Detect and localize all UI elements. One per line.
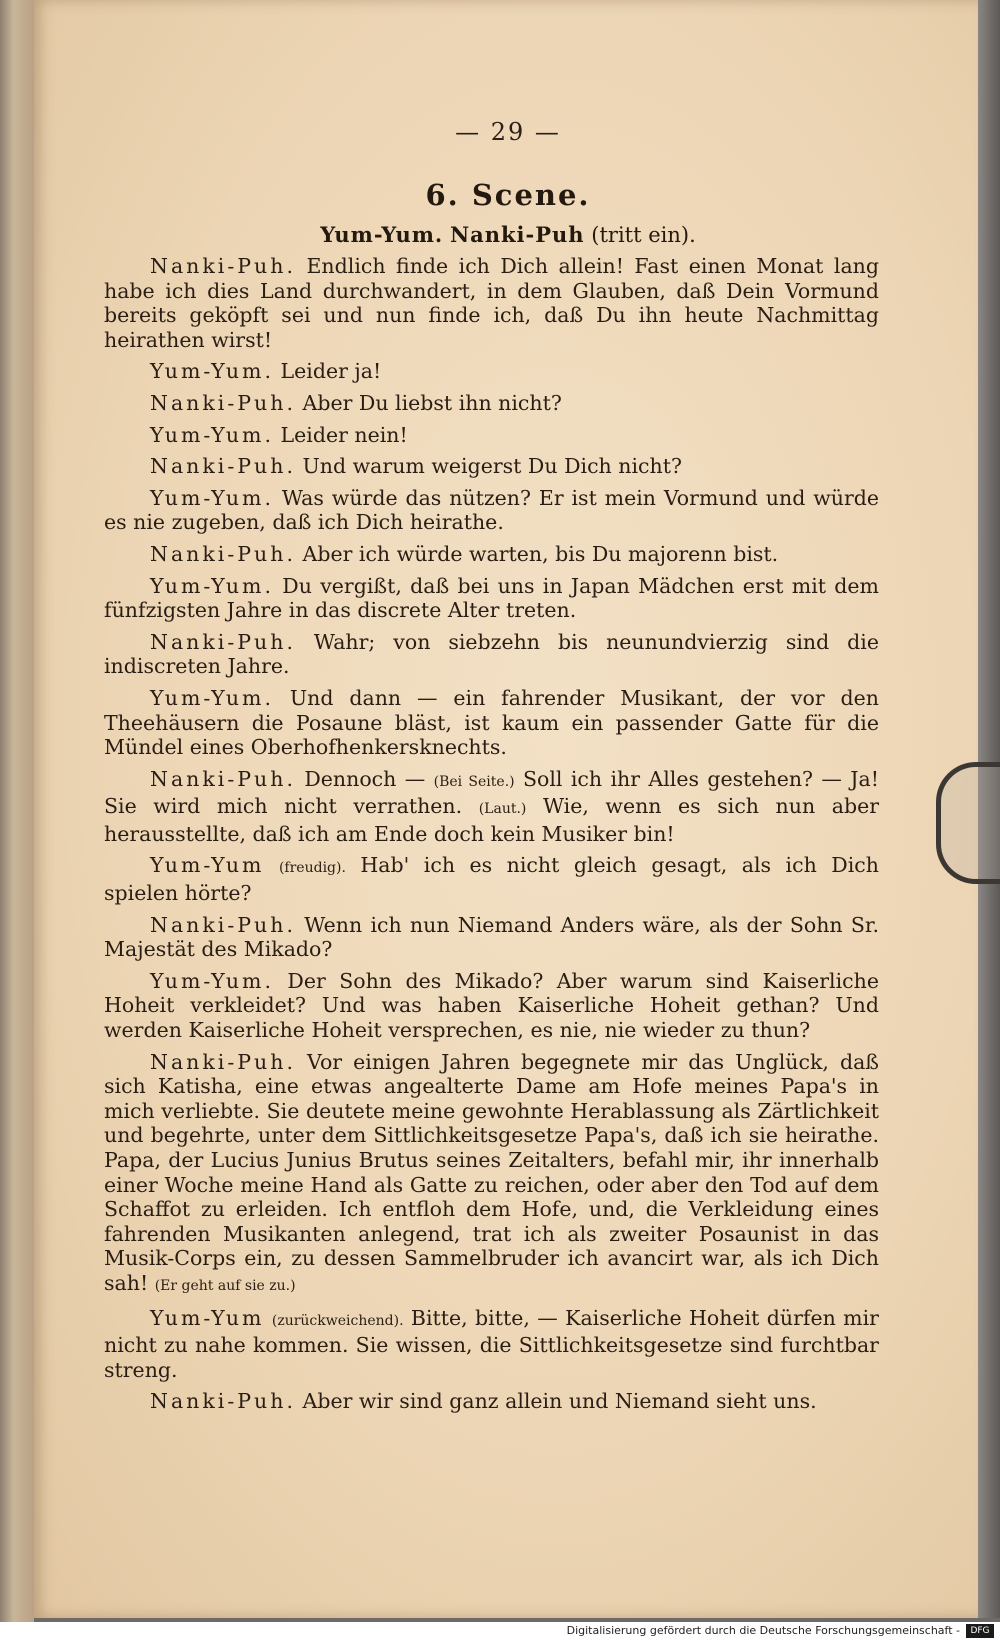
speech: Bitte, bitte, — Kaiserliche Hoheit dürfen mir nicht zu nahe kommen. Sie wissen, die Sittlichkeitsgesetze sind furchtbar streng. [104,1305,879,1382]
book-page [34,0,982,1618]
dialogue-paragraph [104,391,879,416]
dialogue-paragraph [104,1050,879,1299]
dialogue-paragraph [104,767,879,847]
speaker: Yum-Yum [150,853,265,878]
speaker: Nanki-Puh. [150,766,296,791]
speaker: Nanki-Puh. [150,454,296,479]
speaker: Nanki-Puh. [150,390,296,415]
speech: Was würde das nützen? Er ist mein Vormund und würde es nie zugeben, daß ich Dich heirathe. [104,485,879,535]
scene-persons [34,222,982,247]
speech: Endlich finde ich Dich allein! Fast einen Monat lang habe ich dies Land durchwandert, in dem Glauben, daß Dein Vormund bereits geköpft sei und nun finde ich, daß Du ihn heute Nachmittag heirathen wirst! [104,254,879,352]
dialogue-paragraph [104,574,879,623]
speech: Und dann — ein fahrender Musikant, der vor den Theehäusern die Posaune bläst, ist kaum ein passender Gatte für die Mündel eines Oberhofhenkersknechts. [104,685,879,760]
speech: Der Sohn des Mikado? Aber warum sind Kaiserliche Hoheit verkleidet? Und was haben Kaiserliche Hoheit gethan? Und werden Kaiserliche Hoheit versprechen, es nie, nie wieder zu thun? [104,968,879,1043]
page-number: — 29 — [455,118,561,146]
dialogue-paragraph [104,359,879,384]
dfg-logo: DFG [966,1624,994,1638]
dialogue-paragraph [104,630,879,679]
dialogue-paragraph [104,486,879,535]
speech: Leider ja! [280,359,382,384]
dialogue-paragraph [104,913,879,962]
speaker: Nanki-Puh. [150,629,296,654]
speaker: Yum-Yum. [150,968,274,993]
dialogue-paragraph [104,853,879,905]
person-yum-yum: Yum-Yum. [320,222,444,247]
speech: Vor einigen Jahren begegnete mir das Unglück, daß sich Katisha, eine etwas angealterte Dame am Hofe meines Papa's in mich verliebte. Sie deutete meine gewohnte Herablassung als Zärtlichkeit und begehrte, unter dem Sittlichkeitsgesetze Papa's, daß ich sie heirathe. Papa, der Lucius Junius Brutus seines Zeitalters, befahl mir, ihr innerhalb einer Woche meine Hand als Gatte zu reichen, oder aber den Tod auf dem Schaffot zu erleiden. Ich entfloh dem Hofe, und, die Verkleidung eines fahrenden Musikanten anlegend, trat ich als zweiter Posaunist in das Musik-Corps ein, zu dessen Sammelbruder ich avancirt war, als ich Dich sah! [104,1049,879,1295]
speaker: Yum-Yum. [150,573,274,598]
speech: Aber ich würde warten, bis Du majorenn bist. [302,541,779,566]
speech: Hab' ich es nicht gleich gesagt, als ich Dich spielen hörte? [104,853,879,906]
dialogue-paragraph [104,1389,879,1414]
speaker: Nanki-Puh. [150,541,296,566]
dialogue-paragraph [104,686,879,760]
stage-direction: (tritt ein). [591,223,696,247]
speech: Aber wir sind ganz allein und Niemand sieht uns. [302,1389,817,1414]
stage-direction: (freudig). [278,860,346,877]
speech: Wenn ich nun Niemand Anders wäre, als der Sohn Sr. Majestät des Mikado? [104,912,879,962]
speaker: Yum-Yum [150,1305,265,1330]
stage-direction: (Er geht auf sie zu.) [154,1277,296,1294]
stage-direction: (Bei Seite.) [433,773,515,790]
digitization-footer [0,1622,1000,1640]
person-nanki-puh: Nanki-Puh [449,222,585,247]
speaker: Nanki-Puh. [150,1389,296,1414]
speech: Soll ich ihr Alles gestehen? — Ja! Sie wird mich nicht verrathen. [104,766,879,819]
footer-credit: Digitalisierung gefördert durch die Deutsche Forschungsgemeinschaft - [566,1624,960,1637]
dialogue-paragraph [104,254,879,352]
dialogue-paragraph [104,542,879,567]
previous-page-edge [0,0,34,1622]
speech: Wie, wenn es sich nun aber herausstellte, daß ich am Ende doch kein Musiker bin! [104,794,879,846]
stage-direction: (zurückweichend). [271,1312,404,1329]
speech: Du vergißt, daß bei uns in Japan Mädchen erst mit dem fünfzigsten Jahre in das discrete Alter treten. [104,573,879,623]
speaker: Yum-Yum. [150,359,274,384]
dialogue-paragraph [104,423,879,448]
scene-title: 6. Scene. [425,178,591,212]
dialogue-paragraph [104,969,879,1043]
speech: Aber Du liebst ihn nicht? [302,390,562,415]
speaker: Yum-Yum. [150,485,274,510]
speaker: Nanki-Puh. [150,254,296,278]
speech: Dennoch — [304,766,426,791]
speaker: Nanki-Puh. [150,1049,296,1074]
speaker: Nanki-Puh. [150,912,296,937]
dialogue-paragraph [104,454,879,479]
speaker: Yum-Yum. [150,422,274,447]
speech: Und warum weigerst Du Dich nicht? [302,454,682,479]
speech: Wahr; von siebzehn bis neunundvierzig sind die indiscreten Jahre. [104,629,879,679]
speaker: Yum-Yum. [150,685,274,710]
dialogue-paragraph [104,1306,879,1383]
stage-direction: (Laut.) [478,801,527,818]
page-clip [936,762,1000,884]
speech: Leider nein! [280,422,408,447]
dialogue-text [104,254,879,1421]
